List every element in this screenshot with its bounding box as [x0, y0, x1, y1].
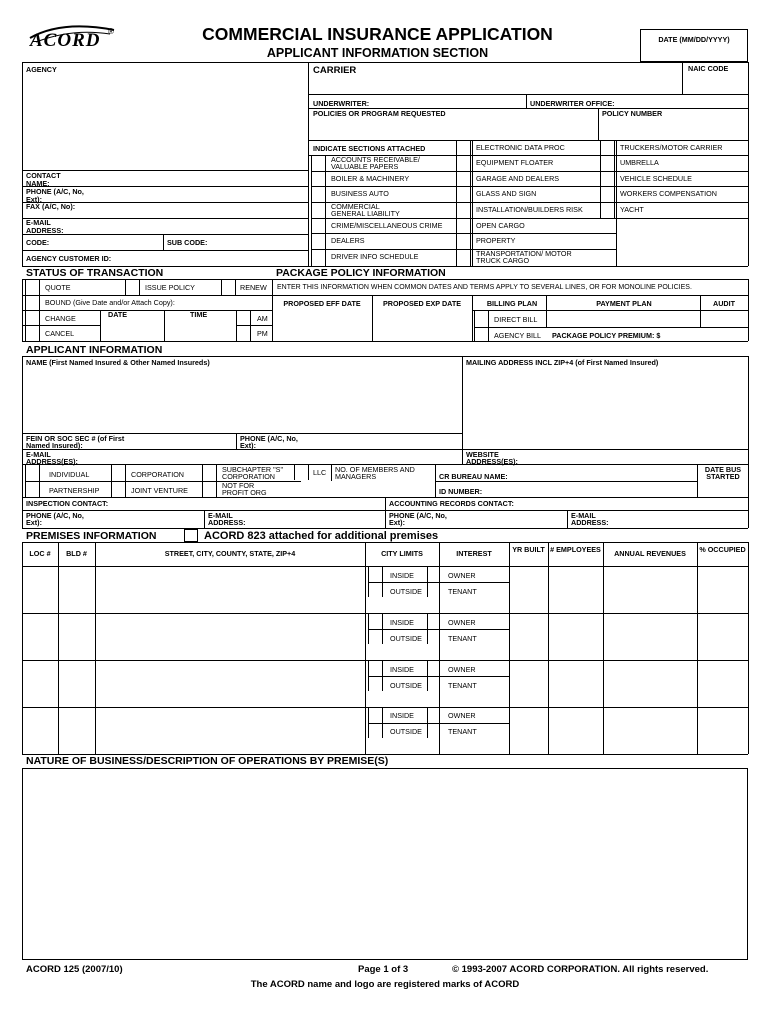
inside-label: INSIDE: [390, 665, 414, 674]
agency-email-label: E-MAIL ADDRESS:: [26, 218, 64, 235]
contact-name-label: CONTACT NAME:: [26, 171, 61, 188]
time-col-label: TIME: [190, 310, 208, 319]
joint-venture-label: JOINT VENTURE: [131, 486, 188, 495]
applicant-phone-label: PHONE (A/C, No, Ext):: [240, 434, 298, 450]
owner-label: OWNER: [448, 571, 476, 580]
city-limits-header: CITY LIMITS: [381, 549, 423, 558]
date-box[interactable]: [640, 29, 748, 62]
tenant-label: TENANT: [448, 634, 477, 643]
naic-code-label: NAIC CODE: [688, 64, 729, 73]
subchapter-s-label: SUBCHAPTER "S" CORPORATION: [222, 465, 284, 481]
section-garage-dealers: GARAGE AND DEALERS: [476, 174, 560, 183]
section-driver-info: DRIVER INFO SCHEDULE: [331, 252, 419, 261]
applicant-name-label: NAME (First Named Insured & Other Named Insureds): [26, 358, 210, 367]
section-equipment-floater: EQUIPMENT FLOATER: [476, 158, 554, 167]
bound-checkbox[interactable]: [25, 295, 40, 310]
section-yacht: YACHT: [620, 205, 644, 214]
nature-of-business-field[interactable]: [22, 768, 748, 960]
street-header: STREET, CITY, COUNTY, STATE, ZIP+4: [164, 549, 296, 558]
acord-823-checkbox[interactable]: [184, 529, 198, 542]
website-label: WEBSITE ADDRESS(ES):: [466, 450, 518, 466]
corporation-checkbox[interactable]: [111, 464, 126, 497]
sub-code-label: SUB CODE:: [167, 238, 208, 247]
inside-label: INSIDE: [390, 618, 414, 627]
change-checkbox[interactable]: [25, 310, 40, 325]
members-managers-label: NO. OF MEMBERS AND MANAGERS: [335, 465, 415, 481]
underwriter-office-label: UNDERWRITER OFFICE:: [530, 99, 615, 108]
section-commercial-general-liability: COMMERCIAL GENERAL LIABILITY: [331, 202, 400, 218]
policy-number-label: POLICY NUMBER: [602, 109, 663, 118]
policies-requested-label: POLICIES OR PROGRAM REQUESTED: [313, 109, 446, 118]
package-premium-label: PACKAGE POLICY PREMIUM: $: [552, 331, 661, 340]
section-business-auto: BUSINESS AUTO: [331, 189, 389, 198]
date-label: DATE (MM/DD/YYYY): [658, 35, 730, 44]
underwriter-label: UNDERWRITER:: [313, 99, 370, 108]
issue-policy-checkbox[interactable]: [125, 279, 140, 295]
loc-header: LOC #: [29, 549, 51, 558]
section-dealers: DEALERS: [331, 236, 365, 245]
id-number-label: ID NUMBER:: [439, 487, 483, 496]
outside-label: OUTSIDE: [390, 727, 422, 736]
direct-bill-checkbox[interactable]: [474, 310, 489, 341]
bound-label: BOUND (Give Date and/or Attach Copy):: [45, 298, 175, 307]
proposed-exp-date-label: PROPOSED EXP DATE: [382, 299, 461, 308]
section-electronic-data: ELECTRONIC DATA PROC: [476, 143, 565, 152]
inspection-phone-label: PHONE (A/C, No, Ext):: [26, 511, 84, 527]
agency-bill-label: AGENCY BILL: [494, 331, 542, 340]
copyright: © 1993-2007 ACORD CORPORATION. All rights reserved.: [452, 964, 709, 975]
section-truckers: TRUCKERS/MOTOR CARRIER: [620, 143, 723, 152]
registered-marks: The ACORD name and logo are registered marks of ACORD: [250, 979, 520, 990]
llc-label: LLC: [313, 468, 327, 477]
section-boiler-machinery: BOILER & MACHINERY: [331, 174, 410, 183]
inside-label: INSIDE: [390, 571, 414, 580]
indicate-sections-label: INDICATE SECTIONS ATTACHED: [313, 144, 426, 153]
agency-code-label: CODE:: [26, 238, 50, 247]
direct-bill-label: DIRECT BILL: [494, 315, 538, 324]
accounting-phone-label: PHONE (A/C, No, Ext):: [389, 511, 447, 527]
page-number: Page 1 of 3: [358, 964, 409, 975]
section-workers-comp: WORKERS COMPENSATION: [620, 189, 717, 198]
nature-of-business-heading: NATURE OF BUSINESS/DESCRIPTION OF OPERATIONS BY PREMISE(S): [26, 755, 389, 767]
audit-label: AUDIT: [713, 299, 735, 308]
package-note: ENTER THIS INFORMATION WHEN COMMON DATES AND TERMS APPLY TO SEVERAL LINES, OR FOR MONOLINE POLICIES.: [277, 284, 692, 291]
premises-information-heading: PREMISES INFORMATION: [26, 530, 157, 542]
logo-wordmark: ACORD: [30, 30, 101, 51]
section-checkbox[interactable]: [600, 140, 615, 218]
accounting-contact-label: ACCOUNTING RECORDS CONTACT:: [389, 499, 514, 508]
section-umbrella: UMBRELLA: [620, 158, 659, 167]
section-accounts-receivable: ACCOUNTS RECEIVABLE/ VALUABLE PAPERS: [331, 155, 420, 171]
partnership-label: PARTNERSHIP: [49, 486, 100, 495]
applicant-information-heading: APPLICANT INFORMATION: [26, 344, 163, 356]
form-number: ACORD 125 (2007/10): [26, 964, 123, 975]
section-vehicle-schedule: VEHICLE SCHEDULE: [620, 174, 692, 183]
inspection-email-label: E-MAIL ADDRESS:: [208, 511, 246, 527]
owner-label: OWNER: [448, 618, 476, 627]
agency-phone-label: PHONE (A/C, No, Ext):: [26, 187, 84, 204]
owner-label: OWNER: [448, 665, 476, 674]
employees-header: # EMPLOYEES: [550, 545, 601, 554]
tenant-label: TENANT: [448, 727, 477, 736]
owner-label: OWNER: [448, 711, 476, 720]
section-glass-sign: GLASS AND SIGN: [476, 189, 537, 198]
agency-fax-label: FAX (A/C, No):: [26, 202, 76, 211]
outside-label: OUTSIDE: [390, 681, 422, 690]
agency-customer-id-label: AGENCY CUSTOMER ID:: [26, 254, 112, 263]
annual-revenues-header: ANNUAL REVENUES: [614, 549, 686, 558]
issue-policy-label: ISSUE POLICY: [145, 283, 195, 292]
cancel-label: CANCEL: [45, 329, 75, 338]
section-crime: CRIME/MISCELLANEOUS CRIME: [331, 221, 443, 230]
pm-label: PM: [257, 329, 268, 338]
quote-label: QUOTE: [45, 283, 71, 292]
am-label: AM: [257, 314, 268, 323]
mailing-address-label: MAILING ADDRESS INCL ZIP+4 (of First Named Insured): [466, 358, 659, 367]
tenant-label: TENANT: [448, 681, 477, 690]
status-of-transaction-heading: STATUS OF TRANSACTION: [26, 267, 164, 279]
section-transportation: TRANSPORTATION/ MOTOR TRUCK CARGO: [476, 249, 572, 265]
occupied-header: % OCCUPIED: [699, 545, 746, 554]
yr-built-header: YR BUILT: [512, 545, 545, 554]
subchapter-s-checkbox[interactable]: [202, 464, 217, 497]
change-label: CHANGE: [45, 314, 76, 323]
interest-header: INTEREST: [456, 549, 492, 558]
carrier-label: CARRIER: [313, 65, 357, 76]
accounting-email-label: E-MAIL ADDRESS:: [571, 511, 609, 527]
individual-label: INDIVIDUAL: [49, 470, 90, 479]
corporation-label: CORPORATION: [131, 470, 184, 479]
section-property: PROPERTY: [476, 236, 516, 245]
inside-label: INSIDE: [390, 711, 414, 720]
renew-checkbox[interactable]: [221, 279, 236, 295]
date-bus-started-label: DATE BUS STARTED: [704, 465, 742, 481]
not-for-profit-label: NOT FOR PROFIT ORG: [222, 481, 267, 497]
section-checkbox[interactable]: [456, 140, 471, 266]
outside-label: OUTSIDE: [390, 587, 422, 596]
inspection-contact-label: INSPECTION CONTACT:: [26, 499, 109, 508]
section-open-cargo: OPEN CARGO: [476, 221, 525, 230]
tenant-label: TENANT: [448, 587, 477, 596]
cancel-checkbox[interactable]: [25, 325, 40, 341]
payment-plan-label: PAYMENT PLAN: [596, 299, 652, 308]
outside-label: OUTSIDE: [390, 634, 422, 643]
fein-label: FEIN OR SOC SEC # (of First Named Insured):: [26, 434, 125, 450]
date-col-label: DATE: [108, 310, 128, 319]
quote-checkbox[interactable]: [25, 279, 40, 295]
llc-checkbox[interactable]: [294, 464, 309, 480]
bld-header: BLD #: [66, 549, 87, 558]
billing-plan-label: BILLING PLAN: [486, 299, 538, 308]
applicant-email-label: E-MAIL ADDRESS(ES):: [26, 450, 78, 466]
agency-label: AGENCY: [26, 65, 57, 74]
logo-registered-mark: ®: [108, 27, 114, 36]
acord-823-label: ACORD 823 attached for additional premises: [204, 530, 439, 542]
cr-bureau-label: CR BUREAU NAME:: [439, 472, 508, 481]
renew-label: RENEW: [240, 283, 267, 292]
form-subtitle: APPLICANT INFORMATION SECTION: [266, 46, 489, 60]
form-title: COMMERCIAL INSURANCE APPLICATION: [202, 24, 553, 44]
package-policy-heading: PACKAGE POLICY INFORMATION: [276, 267, 446, 279]
section-installation-builders: INSTALLATION/BUILDERS RISK: [476, 205, 583, 214]
proposed-eff-date-label: PROPOSED EFF DATE: [283, 299, 361, 308]
